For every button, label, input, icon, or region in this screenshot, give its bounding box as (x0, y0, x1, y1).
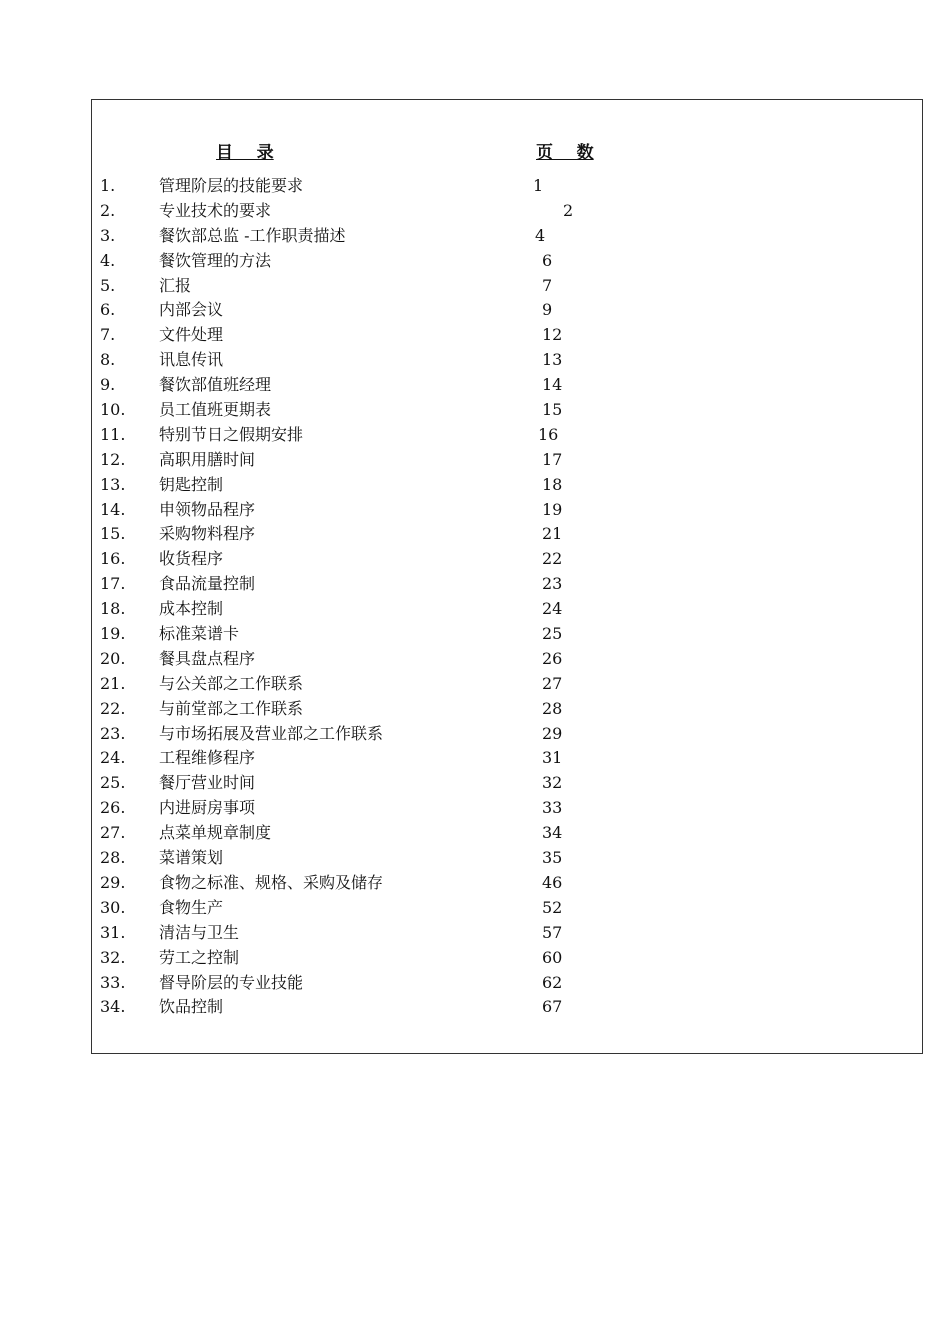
toc-entry-title: 劳工之控制 (159, 947, 240, 967)
toc-entry-number: 29. (100, 872, 126, 892)
toc-entry-page: 27 (542, 673, 563, 693)
toc-entry (100, 398, 700, 423)
toc-entry-page: 9 (542, 300, 553, 320)
toc-entry-title: 点菜单规章制度 (159, 823, 272, 843)
toc-entry (100, 174, 700, 199)
toc-entry-title: 内部会议 (159, 300, 224, 320)
toc-entry-title: 餐饮管理的方法 (159, 250, 272, 270)
toc-entry-page: 2 (563, 200, 574, 220)
toc-entry-title: 与公关部之工作联系 (159, 673, 304, 693)
toc-entry (100, 522, 700, 547)
toc-entry (100, 722, 700, 747)
toc-entry-page: 23 (542, 574, 563, 594)
toc-entry-page: 25 (542, 624, 563, 644)
toc-entry-title: 成本控制 (159, 599, 224, 619)
toc-entry-page: 1 (533, 176, 544, 195)
toc-entry-page: 4 (535, 225, 546, 245)
toc-entry-page: 46 (542, 872, 563, 892)
toc-entry-page: 17 (542, 449, 563, 469)
toc-entry (100, 348, 700, 373)
toc-entry-title: 钥匙控制 (159, 474, 224, 494)
toc-entry-page: 15 (542, 400, 563, 420)
toc-entry-page: 28 (542, 698, 563, 718)
toc-entry-title: 汇报 (159, 275, 192, 295)
toc-entry (100, 274, 700, 299)
toc-entry-title: 高职用膳时间 (159, 449, 256, 469)
toc-entry-number: 32. (100, 947, 126, 967)
toc-entry-title: 专业技术的要求 (159, 200, 272, 220)
toc-entry (100, 323, 700, 348)
toc-entry-number: 13. (100, 474, 126, 494)
toc-entry-title: 内进厨房事项 (159, 798, 256, 818)
toc-entry-page: 35 (542, 848, 563, 868)
toc-entry-title: 标准菜谱卡 (159, 624, 240, 644)
toc-entry-title: 餐具盘点程序 (159, 648, 256, 668)
toc-entry-title: 餐饮部总监 -工作职责描述 (159, 225, 346, 245)
toc-entry (100, 448, 700, 473)
toc-entry (100, 199, 700, 224)
toc-entry-page: 33 (542, 798, 563, 818)
toc-entry-number: 6. (100, 300, 116, 320)
toc-entry-page: 14 (542, 375, 563, 395)
toc-entry-page: 16 (538, 424, 559, 444)
toc-entry-title: 员工值班更期表 (159, 400, 272, 420)
toc-entry-page: 57 (542, 922, 563, 942)
toc-entry (100, 473, 700, 498)
toc-entry (100, 647, 700, 672)
toc-entry-number: 23. (100, 723, 126, 743)
toc-list (100, 174, 700, 1020)
toc-entry (100, 896, 700, 921)
toc-entry-number: 4. (100, 250, 116, 270)
toc-entry-number: 21. (100, 673, 126, 693)
toc-entry-title: 讯息传讯 (159, 350, 224, 370)
toc-entry-title: 食物生产 (159, 897, 224, 917)
toc-entry-number: 30. (100, 897, 126, 917)
toc-entry-number: 3. (100, 225, 116, 245)
toc-entry (100, 746, 700, 771)
toc-entry-number: 34. (100, 997, 126, 1017)
toc-entry-number: 14. (100, 499, 126, 519)
toc-entry (100, 572, 700, 597)
toc-entry (100, 547, 700, 572)
toc-entry (100, 921, 700, 946)
toc-entry-number: 22. (100, 698, 126, 718)
pages-heading: 页 数 (536, 143, 594, 163)
toc-entry-number: 18. (100, 599, 126, 619)
toc-entry-number: 27. (100, 823, 126, 843)
toc-entry-number: 15. (100, 524, 126, 544)
toc-entry-number: 5. (100, 275, 116, 295)
toc-entry-number: 26. (100, 798, 126, 818)
toc-entry-title: 管理阶层的技能要求 (159, 176, 304, 195)
toc-entry (100, 622, 700, 647)
toc-entry (100, 249, 700, 274)
toc-entry-number: 10. (100, 400, 126, 420)
toc-entry-page: 7 (542, 275, 553, 295)
toc-entry (100, 846, 700, 871)
toc-entry-number: 33. (100, 972, 126, 992)
toc-entry-page: 52 (542, 897, 563, 917)
toc-entry-number: 25. (100, 773, 126, 793)
toc-entry-number: 28. (100, 848, 126, 868)
toc-entry-title: 与前堂部之工作联系 (159, 698, 304, 718)
toc-entry-title: 特别节日之假期安排 (159, 424, 304, 444)
table-of-contents-box (91, 99, 923, 1054)
toc-entry-title: 菜谱策划 (159, 848, 224, 868)
toc-entry-title: 工程维修程序 (159, 748, 256, 768)
toc-entry (100, 995, 700, 1020)
toc-entry (100, 423, 700, 448)
toc-entry (100, 373, 700, 398)
toc-entry-title: 食品流量控制 (159, 574, 256, 594)
toc-entry (100, 224, 700, 249)
toc-entry-page: 67 (542, 997, 563, 1017)
toc-entry-page: 13 (542, 350, 563, 370)
toc-entry-title: 餐饮部值班经理 (159, 375, 272, 395)
contents-heading: 目 录 (216, 143, 274, 163)
toc-entry-title: 文件处理 (159, 325, 224, 345)
toc-entry-title: 督导阶层的专业技能 (159, 972, 304, 992)
toc-entry (100, 796, 700, 821)
toc-entry-title: 采购物料程序 (159, 524, 256, 544)
toc-entry (100, 672, 700, 697)
toc-entry-title: 食物之标准、规格、采购及储存 (159, 872, 384, 892)
toc-entry-number: 20. (100, 648, 126, 668)
toc-entry-number: 19. (100, 624, 126, 644)
toc-entry-page: 34 (542, 823, 563, 843)
toc-entry-page: 32 (542, 773, 563, 793)
toc-entry-number: 7. (100, 325, 116, 345)
toc-entry-number: 17. (100, 574, 126, 594)
toc-entry (100, 946, 700, 971)
toc-entry-page: 19 (542, 499, 563, 519)
toc-entry-number: 1. (100, 176, 116, 195)
toc-entry-number: 8. (100, 350, 116, 370)
toc-entry-title: 餐厅营业时间 (159, 773, 256, 793)
toc-entry (100, 971, 700, 996)
toc-entry-page: 24 (542, 599, 563, 619)
toc-entry-number: 12. (100, 449, 126, 469)
toc-entry-number: 31. (100, 922, 126, 942)
toc-entry (100, 597, 700, 622)
toc-entry-page: 22 (542, 549, 563, 569)
toc-entry-page: 6 (542, 250, 553, 270)
toc-entry-number: 24. (100, 748, 126, 768)
toc-entry-number: 2. (100, 200, 116, 220)
toc-entry-title: 饮品控制 (159, 997, 224, 1017)
toc-entry-number: 11. (100, 424, 126, 444)
toc-entry-title: 收货程序 (159, 549, 224, 569)
toc-entry-title: 申领物品程序 (159, 499, 256, 519)
toc-entry (100, 871, 700, 896)
toc-entry-page: 31 (542, 748, 563, 768)
toc-entry-page: 18 (542, 474, 563, 494)
toc-entry (100, 298, 700, 323)
toc-entry-page: 12 (542, 325, 563, 345)
toc-entry-title: 与市场拓展及营业部之工作联系 (159, 723, 384, 743)
toc-entry-page: 60 (542, 947, 563, 967)
toc-entry-page: 26 (542, 648, 563, 668)
toc-entry (100, 771, 700, 796)
toc-entry (100, 697, 700, 722)
toc-entry (100, 498, 700, 523)
toc-entry-page: 29 (542, 723, 563, 743)
toc-entry-page: 21 (542, 524, 563, 544)
toc-entry-number: 16. (100, 549, 126, 569)
toc-entry-title: 清洁与卫生 (159, 922, 240, 942)
toc-entry (100, 821, 700, 846)
toc-entry-number: 9. (100, 375, 116, 395)
toc-entry-page: 62 (542, 972, 563, 992)
